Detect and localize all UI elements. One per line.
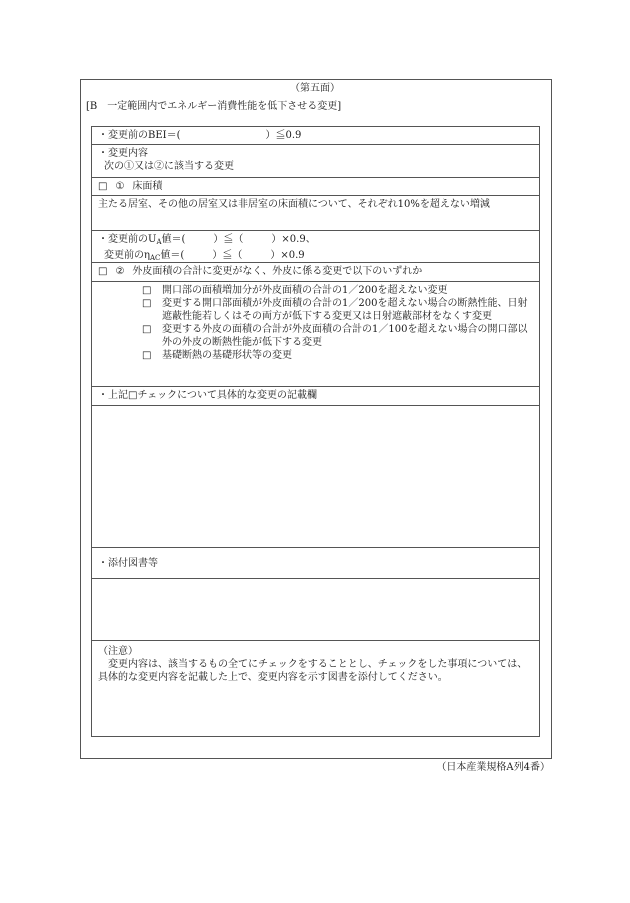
change-content-instruction: 次の①又は②に該当する変更 xyxy=(104,161,234,172)
envelope-checkbox[interactable]: □ xyxy=(98,266,108,277)
floor-area-description: 主たる居室、その他の居室又は非居室の床面積について、それぞれ10%を超えない増減 xyxy=(98,199,490,210)
envelope-row xyxy=(92,263,539,282)
change-content-heading: ・変更内容 xyxy=(98,148,148,159)
notes-section xyxy=(92,641,539,736)
envelope-label: 外皮面積の合計に変更がなく、外皮に係る変更で以下のいずれか xyxy=(132,266,423,277)
envelope-number: ② xyxy=(115,266,125,277)
ua-line2-mid1: 値＝( xyxy=(160,250,185,261)
envelope-option xyxy=(98,297,533,323)
ua-line2-prefix: 変更前のη xyxy=(104,250,150,261)
notes-heading: （注意） xyxy=(98,646,138,657)
envelope-option-text: 基礎断熱の基礎形状等の変更 xyxy=(162,350,292,361)
ua-line2-suffix: ）×0.9 xyxy=(270,250,305,261)
envelope-option-checkbox[interactable]: □ xyxy=(142,298,152,309)
envelope-option xyxy=(98,284,533,297)
floor-area-number: ① xyxy=(115,181,125,192)
attachments-label-row xyxy=(92,548,539,579)
attachments-label: ・添付図書等 xyxy=(98,558,158,569)
ua-line1-mid2: ）≦（ xyxy=(213,234,244,245)
envelope-option-checkbox[interactable]: □ xyxy=(142,350,152,361)
bei-row xyxy=(92,127,539,145)
ua-line2-sub: AC xyxy=(150,254,161,262)
ua-line1-mid1: 値＝( xyxy=(161,234,186,245)
details-label: ・上記□チェックについて具体的な変更の記載欄 xyxy=(98,390,317,401)
page-label: （第五面） xyxy=(290,83,340,94)
envelope-option-checkbox[interactable]: □ xyxy=(142,285,152,296)
attachments-entry-area[interactable] xyxy=(92,579,539,641)
bei-label: ・変更前のBEI＝( xyxy=(98,130,181,141)
details-entry-area[interactable] xyxy=(92,406,539,548)
envelope-options-row xyxy=(92,282,539,387)
ua-row xyxy=(92,231,539,263)
envelope-option-text: 開口部の面積増加分が外皮面積の合計の1／200を超えない変更 xyxy=(162,285,448,296)
floor-area-checkbox[interactable]: □ xyxy=(98,181,108,192)
bei-suffix: ）≦0.9 xyxy=(265,130,302,141)
section-title: [B 一定範囲内でエネルギー消費性能を低下させる変更] xyxy=(86,101,342,112)
ua-line1-suffix: ）×0.9、 xyxy=(271,234,316,245)
notes-body: 変更内容は、該当するもの全てにチェックをすることとし、チェックをした事項については、具体的な変更内容を記載した上で、変更内容を示す図書を添付してください。 xyxy=(98,659,528,683)
ua-line2-mid2: ）≦（ xyxy=(212,250,243,261)
envelope-option-text: 変更する外皮の面積の合計が外皮面積の合計の1／100を超えない場合の開口部以外の外皮の断熱性能が低下する変更 xyxy=(162,324,528,348)
details-label-row xyxy=(92,387,539,406)
paper-size-note: （日本産業規格A列4番） xyxy=(436,762,550,773)
change-content-row xyxy=(92,145,539,178)
floor-area-description-row xyxy=(92,196,539,231)
envelope-option-text: 変更する開口部面積が外皮面積の合計の1／200を超えない場合の断熱性能、日射遮蔽性能若しくはその両方が低下する変更又は日射遮蔽部材をなくす変更 xyxy=(162,298,528,322)
floor-area-label: 床面積 xyxy=(132,181,163,192)
floor-area-row xyxy=(92,178,539,196)
envelope-option xyxy=(98,323,533,349)
envelope-option xyxy=(98,349,533,362)
ua-line1-sub: A xyxy=(156,238,162,246)
ua-line1-prefix: ・変更前のU xyxy=(98,234,157,245)
form-table xyxy=(91,126,540,737)
envelope-option-checkbox[interactable]: □ xyxy=(142,324,152,335)
